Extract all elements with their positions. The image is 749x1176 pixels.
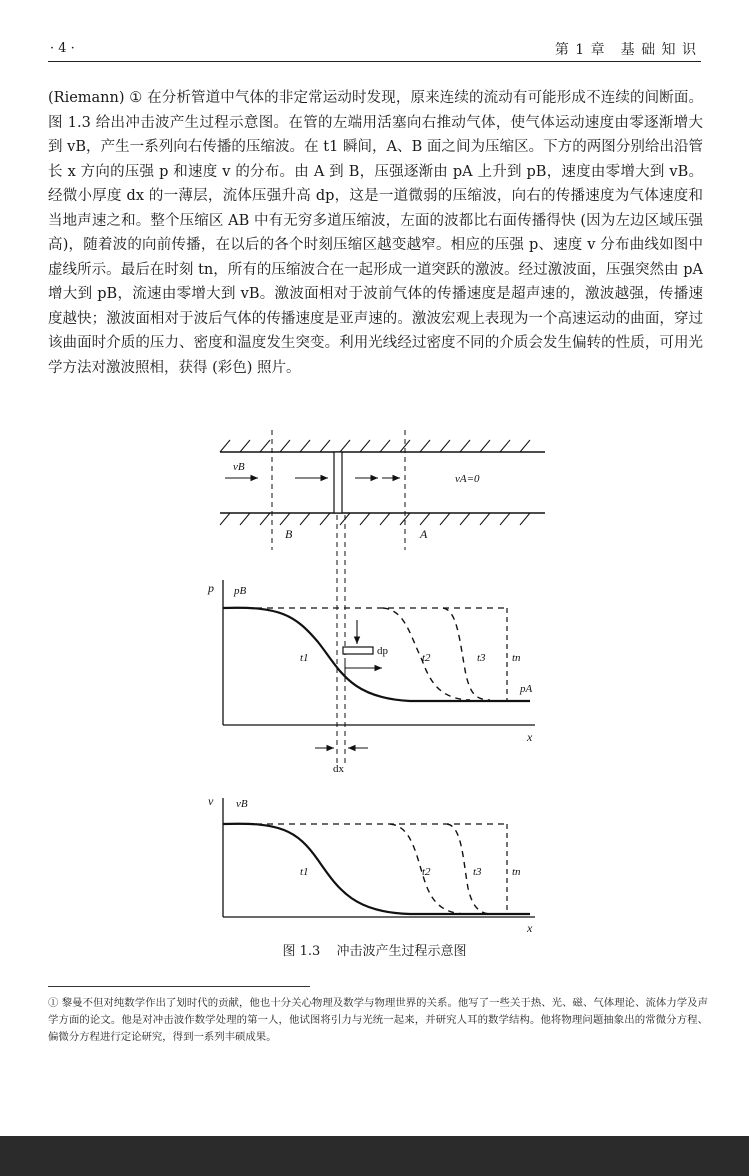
p-tn-label: tn xyxy=(512,652,521,664)
velocity-plot xyxy=(208,794,535,935)
tube-A-label: A xyxy=(420,527,428,541)
pressure-plot xyxy=(207,580,535,775)
pB-label: pB xyxy=(234,585,247,597)
v-axis-label: v xyxy=(208,794,214,808)
p-t1-label: t1 xyxy=(300,652,309,664)
v-x-axis-label: x xyxy=(527,921,533,935)
pA-label: pA xyxy=(520,683,533,695)
figure-caption xyxy=(0,940,749,959)
caption-text: 冲击波产生过程示意图 xyxy=(336,944,467,959)
shock-wave-figure xyxy=(200,420,560,940)
v-t2-label: t2 xyxy=(422,866,431,878)
header-rule xyxy=(48,61,701,62)
tube-vB-label: vB xyxy=(233,461,245,473)
p-x-axis-label: x xyxy=(527,730,533,744)
vB-label: vB xyxy=(236,798,248,810)
body-paragraph: (Riemann) ① 在分析管道中气体的非定常运动时发现，原来连续的流动有可能形成不连续的间断面。图 1.3 给出冲击波产生过程示意图。在管的左端用活塞向右推动气体，使气体运动速度由零逐渐增大到 vB，产生一系列向右传播的压缩波。在 t1 瞬间，A、B 面之间为压缩区。下方的两图分别给出沿管长 x 方向的压强 p 和速度 v 的分布。由 A 到 B，压强逐渐由 pA 上升到 pB，速度由零增大到 vB。经微小厚度 dx 的一薄层，流体压强升高 dp，这是一道微弱的压缩波，向右的传播速度为气体速度和当地声速之和。整个压缩区 AB 中有无穷多道压缩波，左面的波都比右面传播得快 (因为左边区域压强高)，随着波的向前传播，在以后的各个时刻压缩区越变越窄。相应的压强 p、速度 v 分布曲线如图中虚线所示。最后在时刻 tn，所有的压缩波合在一起形成一道突跃的激波。经过激波面，压强突然由 pA 增大到 pB，流速由零增大到 vB。激波面相对于波前气体的传播速度是超声速的，激波越强，传播速度越快；激波面相对于波后气体的传播速度是亚声速的。激波宏观上表现为一个高速运动的曲面，穿过该曲面时介质的压力、密度和温度发生突变。利用光线经过密度不同的介质会发生偏转的性质，可用光学方法对激波照相，获得 (彩色) 照片。 xyxy=(48,90,703,376)
page-header xyxy=(48,38,701,60)
caption-number: 图 1.3 xyxy=(282,944,321,959)
tube-B-label: B xyxy=(285,527,293,541)
footnote-rule xyxy=(48,986,310,987)
v-t3-label: t3 xyxy=(473,866,482,878)
footnote: ① 黎曼不但对纯数学作出了划时代的贡献，他也十分关心物理及数学与物理世界的关系。他写了一些关于热、光、磁、气体理论、流体力学及声学方面的论文。他是对冲击波作数学处理的第一人，他试图将引力与光统一起来，并研究人耳的数学结构。他将物理问题抽象出的常微分方程、偏微分方程进行定论研究，得到一系列丰硕成果。 xyxy=(48,997,708,1043)
v-t1-label: t1 xyxy=(300,866,309,878)
v-tn-label: tn xyxy=(512,866,521,878)
tube-diagram xyxy=(220,430,545,550)
dx-label: dx xyxy=(333,763,344,775)
page-number: · 4 · xyxy=(50,41,75,56)
chapter-title: 第 1 章 基 础 知 识 xyxy=(554,42,697,58)
bottom-bar xyxy=(0,1136,749,1176)
tube-vA-label: vA=0 xyxy=(455,473,480,485)
p-axis-label: p xyxy=(208,581,214,595)
dp-label: dp xyxy=(377,645,388,657)
p-t3-label: t3 xyxy=(477,652,486,664)
p-t2-label: t2 xyxy=(422,652,431,664)
